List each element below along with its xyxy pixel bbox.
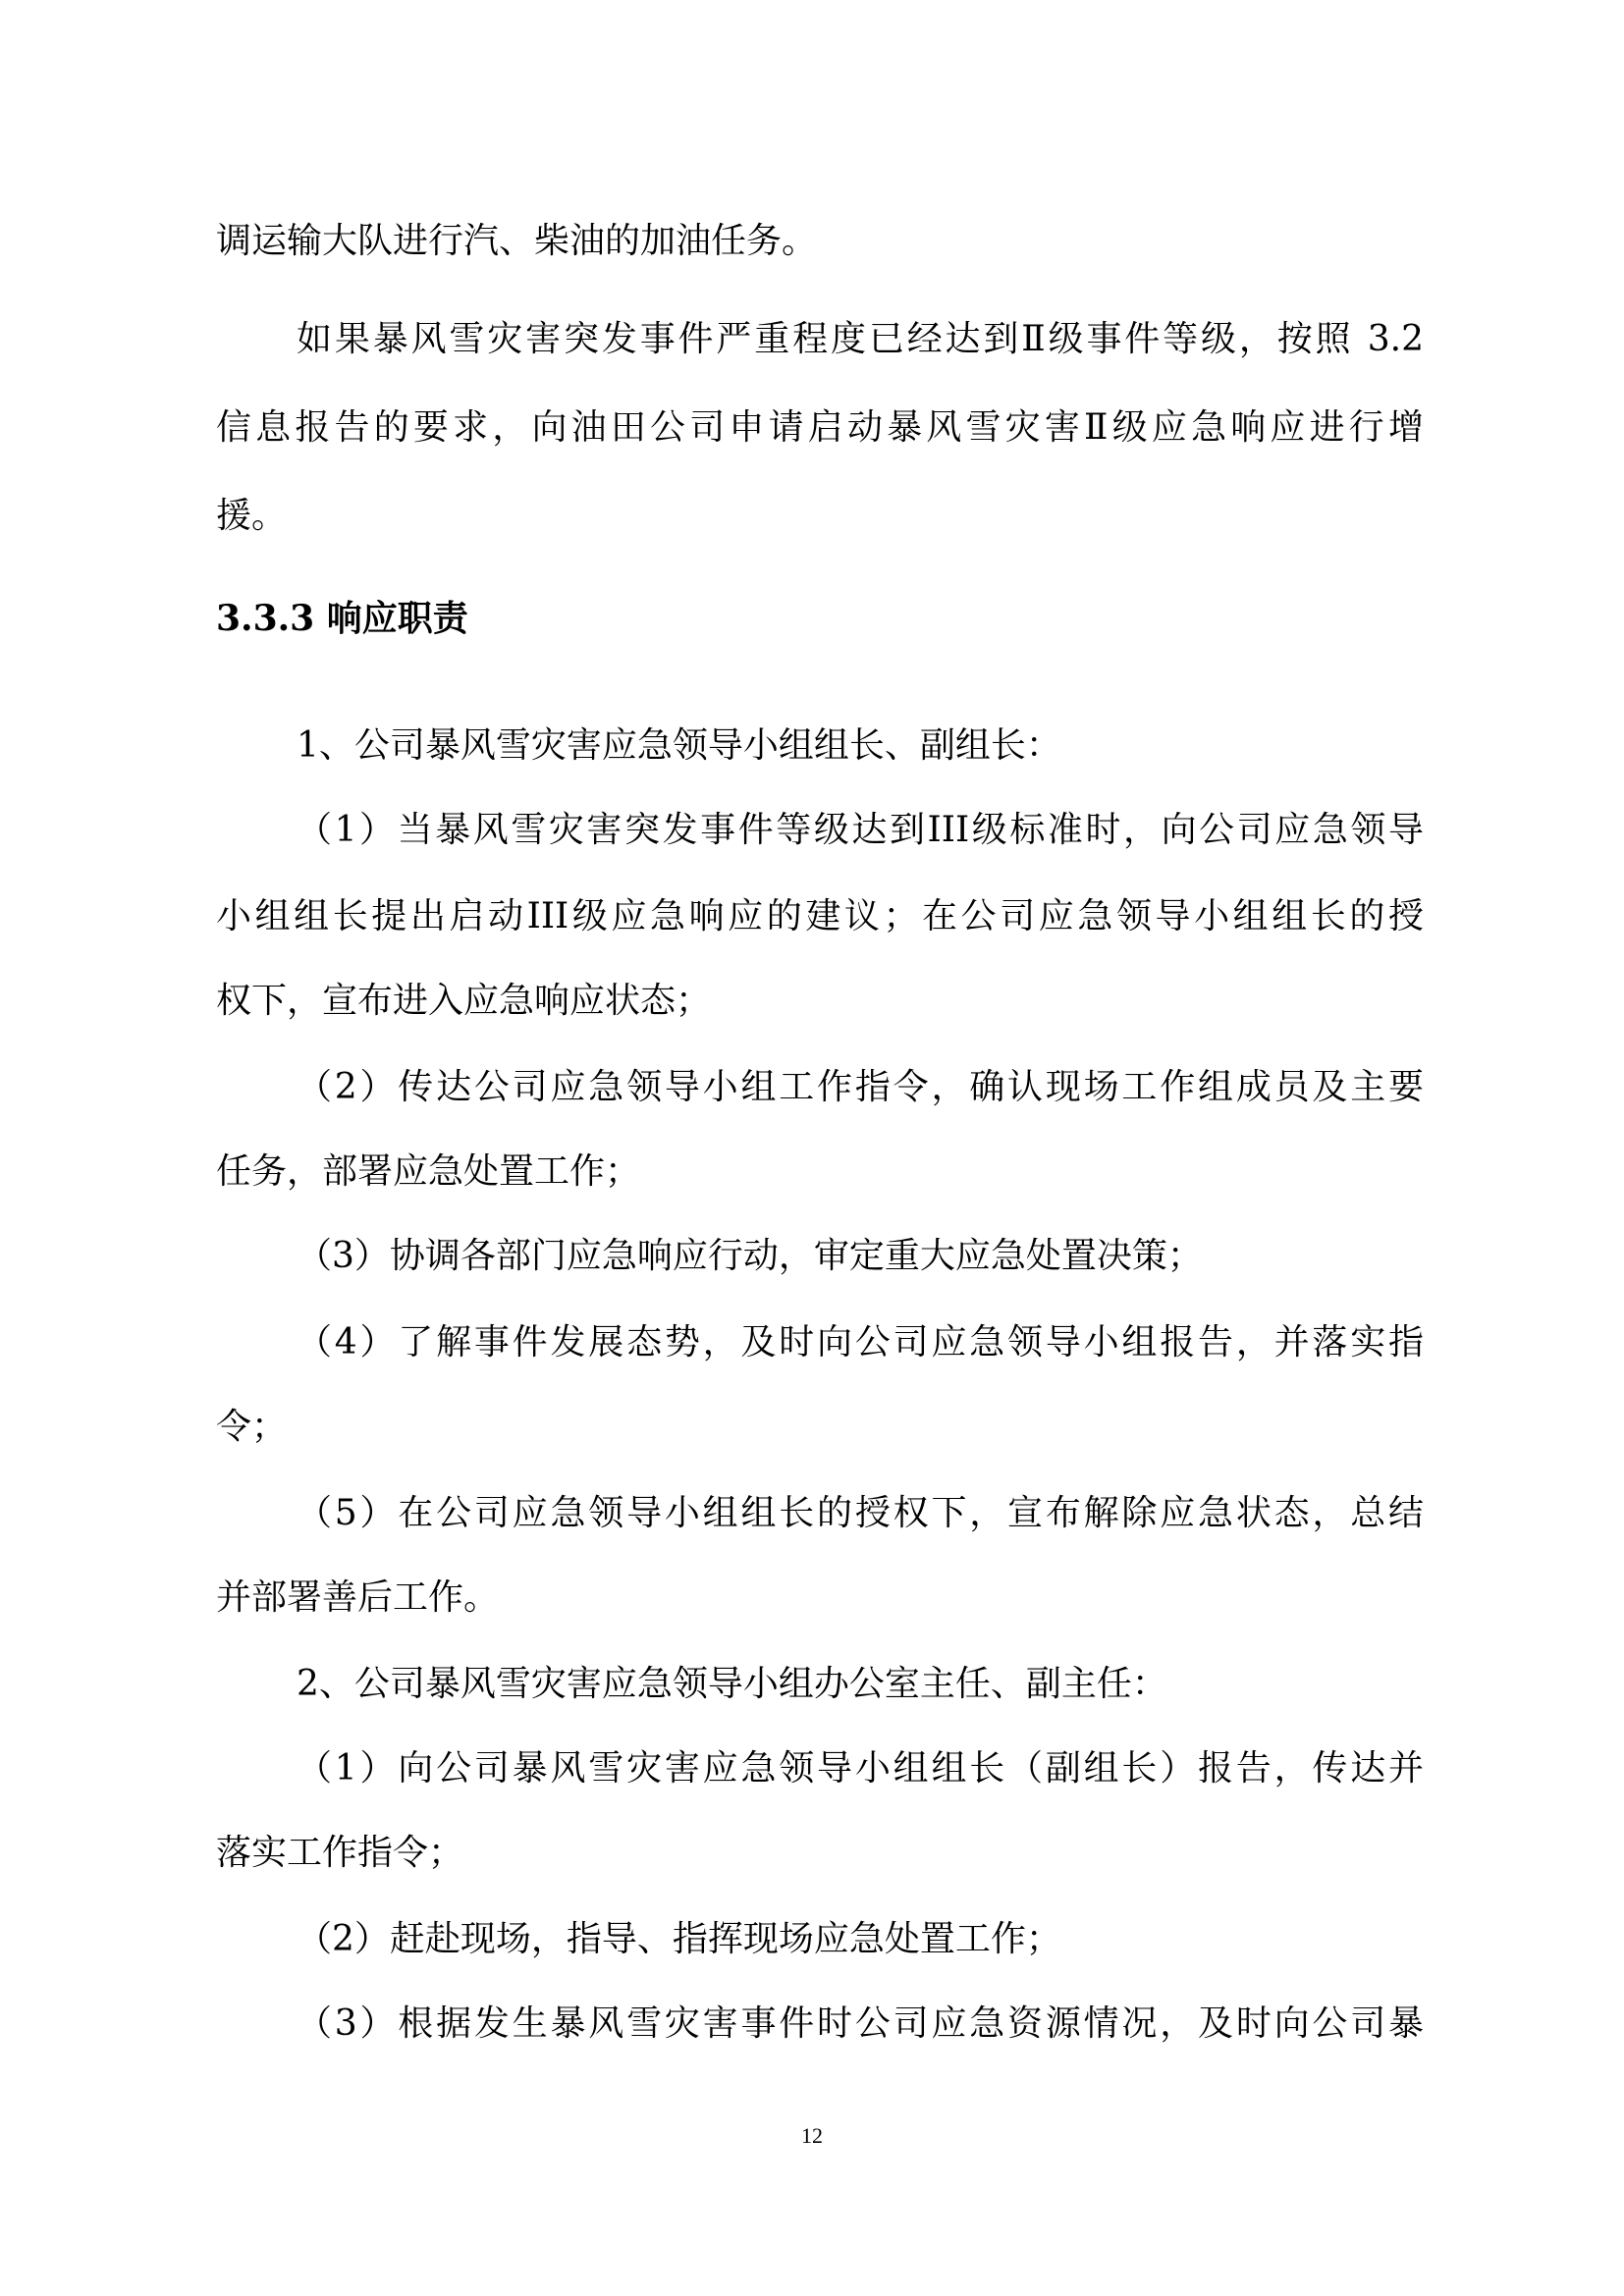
text-line: （2）传达公司应急领导小组工作指令，确认现场工作组成员及主要	[297, 1067, 1424, 1107]
text-line: 任务，部署应急处置工作；	[216, 1151, 641, 1192]
text-line: （3）根据发生暴风雪灾害事件时公司应急资源情况，及时向公司暴	[297, 2003, 1424, 2044]
page-number: 12	[801, 2123, 823, 2148]
text-line: 落实工作指令；	[216, 1833, 464, 1873]
text-line: （1）向公司暴风雪灾害应急领导小组组长（副组长）报告，传达并	[297, 1748, 1424, 1789]
text-line: 援。	[216, 496, 288, 536]
text-line: 小组组长提出启动III级应急响应的建议；在公司应急领导小组组长的授	[216, 896, 1424, 936]
text-line: 1、公司暴风雪灾害应急领导小组组长、副组长：	[297, 725, 1061, 766]
section-heading: 3.3.3 响应职责	[216, 598, 468, 639]
text-line: 并部署善后工作。	[216, 1577, 500, 1618]
text-line: （3）协调各部门应急响应行动，审定重大应急处置决策；	[297, 1236, 1203, 1276]
text-line: 如果暴风雪灾害突发事件严重程度已经达到Ⅱ级事件等级，按照 3.2	[297, 319, 1424, 359]
text-line: （1）当暴风雪灾害突发事件等级达到III级标准时，向公司应急领导	[297, 810, 1424, 850]
text-line: 令；	[216, 1407, 288, 1447]
text-line: （2）赶赴现场，指导、指挥现场应急处置工作；	[297, 1919, 1061, 1959]
text-line: 信息报告的要求，向油田公司申请启动暴风雪灾害Ⅱ级应急响应进行增	[216, 407, 1424, 448]
text-line: （5）在公司应急领导小组组长的授权下，宣布解除应急状态，总结	[297, 1493, 1424, 1533]
text-line: 权下，宣布进入应急响应状态；	[216, 981, 712, 1021]
text-line: 2、公司暴风雪灾害应急领导小组办公室主任、副主任：	[297, 1664, 1167, 1704]
text-line: 调运输大队进行汽、柴油的加油任务。	[216, 221, 818, 261]
text-line: （4）了解事件发展态势，及时向公司应急领导小组报告，并落实指	[297, 1322, 1424, 1362]
